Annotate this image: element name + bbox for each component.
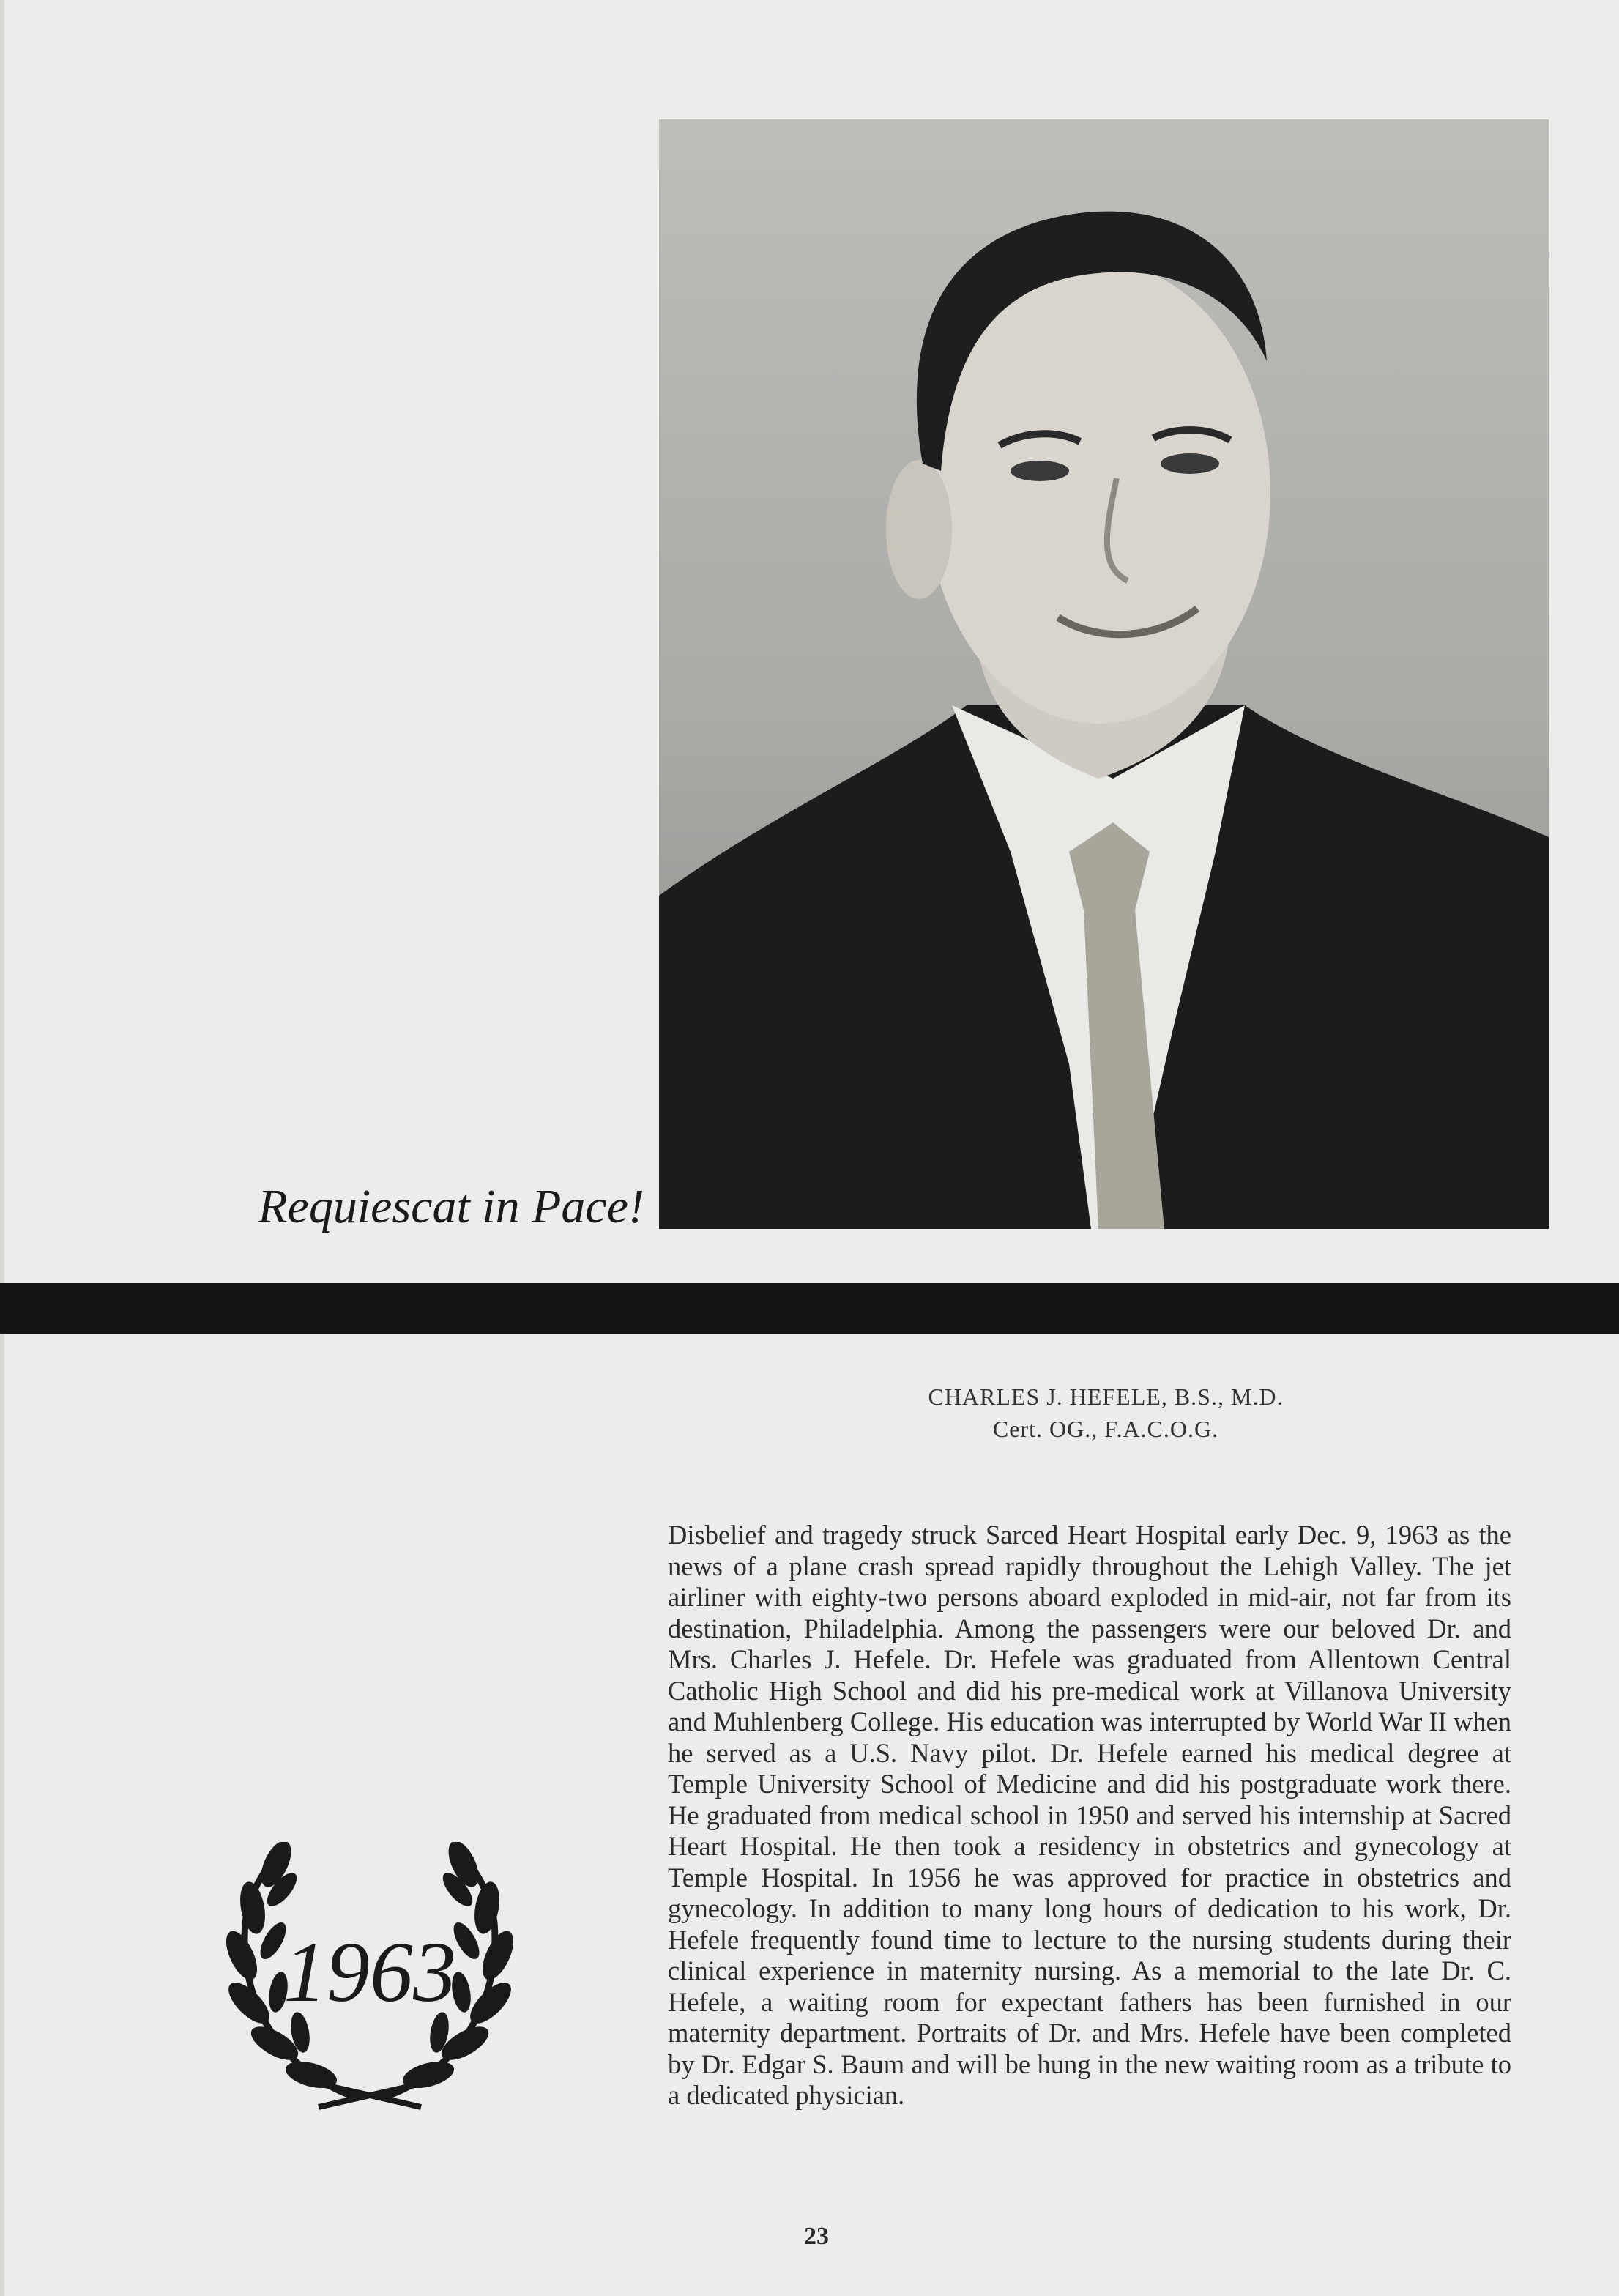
portrait-illustration: [659, 119, 1549, 1229]
page-number: 23: [804, 2223, 829, 2250]
portrait-photo: [659, 119, 1549, 1229]
biography-text: Disbelief and tragedy struck Sarced Heart Hospital early Dec. 9, 1963 as the news of a plane crash spread rapidly throughout the Lehigh Valley. The jet airliner with eighty-two persons aboard exploded in mid-air, not far from its destination, Philadelphia. Among the passengers were our beloved Dr. and Mrs. Charles J. Hefele. Dr. Hefele was graduated from Allentown Central Catholic High School and did his pre-medical work at Villanova University and Muhlenberg College. His education was interrupted by World War II when he served as a U.S. Navy pilot. Dr. Hefele earned his medical degree at Temple University School of Medicine and did his postgraduate work there. He graduated from medical school in 1950 and served his internship at Sacred Heart Hospital. He then took a residency in obstetrics and gynecology at Temple Hospital. In 1956 he was approved for practice in obstetrics and gynecology. In addition to many long hours of dedication to his work, Dr. Hefele frequently found time to lecture to the nursing students during their clinical experience in maternity nursing. As a memorial to the late Dr. C. Hefele, a waiting room for expectant fathers has been furnished in our maternity department. Portraits of Dr. and Mrs. Hefele have been completed by Dr. Edgar S. Baum and will be hung in the new waiting room as a tribute to a dedicated physician.: [668, 1520, 1511, 2110]
doctor-heading: [666, 1381, 1545, 1445]
caption: Requiescat in Pace!: [258, 1180, 644, 1233]
page-edge: [0, 0, 4, 2296]
doctor-credentials: Cert. OG., F.A.C.O.G.: [992, 1416, 1219, 1442]
doctor-name: CHARLES J. HEFELE, B.S., M.D.: [928, 1383, 1284, 1410]
wreath-year: 1963: [283, 1924, 456, 2020]
divider-bar: [0, 1283, 1619, 1334]
